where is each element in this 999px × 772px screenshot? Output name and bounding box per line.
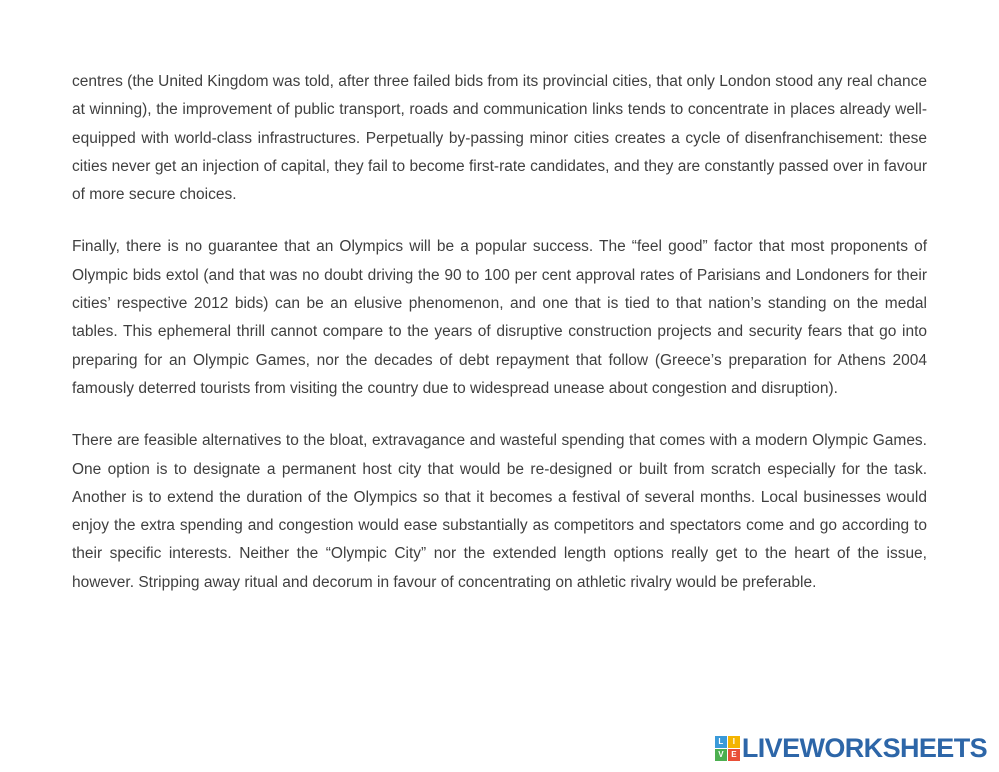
- paragraph-2: Finally, there is no guarantee that an Olympics will be a popular success. The “feel good” factor that most proponents of Olympic bids extol (and that was no doubt driving the 90 to 100 per cent approval rates of Parisians and Londoners for their cities’ respective 2012 bids) can be an elusive phenomenon, and one that is tied to that nation’s standing on the medal tables. This ephemeral thrill cannot compare to the years of disruptive construction projects and security fears that go into preparing for an Olympic Games, nor the decades of debt repayment that follow (Greece’s preparation for Athens 2004 famously deterred tourists from visiting the country due to widespread unease about congestion and disruption).: [72, 238, 927, 397]
- logo-tile-e: E: [728, 749, 740, 761]
- paragraph-1: centres (the United Kingdom was told, after three failed bids from its provincial cities, that only London stood any real chance at winning), the improvement of public transport, roads and communication links tends to concentrate in places already well-equipped with world-class infrastructures. Perpetually by-passing minor cities creates a cycle of disenfranchisement: these cities never get an injection of capital, they fail to become first-rate candidates, and they are constantly passed over in favour of more secure choices.: [72, 73, 927, 204]
- logo-tile-l: L: [715, 736, 727, 748]
- liveworksheets-logo-icon: [715, 736, 739, 760]
- document-body: [72, 68, 927, 621]
- liveworksheets-brand: [715, 733, 987, 763]
- brand-wordmark: LIVEWORKSHEETS: [741, 732, 987, 763]
- logo-tile-i: I: [728, 736, 740, 748]
- paragraph-3: There are feasible alternatives to the bloat, extravagance and wasteful spending that comes with a modern Olympic Games. One option is to designate a permanent host city that would be re-designed or built from scratch especially for the task. Another is to extend the duration of the Olympics so that it becomes a festival of several months. Local businesses would enjoy the extra spending and congestion would ease substantially as competitors and spectators come and go according to their specific interests. Neither the “Olympic City” nor the extended length options really get to the heart of the issue, however. Stripping away ritual and decorum in favour of concentrating on athletic rivalry would be preferable.: [72, 432, 927, 591]
- logo-tile-v: V: [715, 749, 727, 761]
